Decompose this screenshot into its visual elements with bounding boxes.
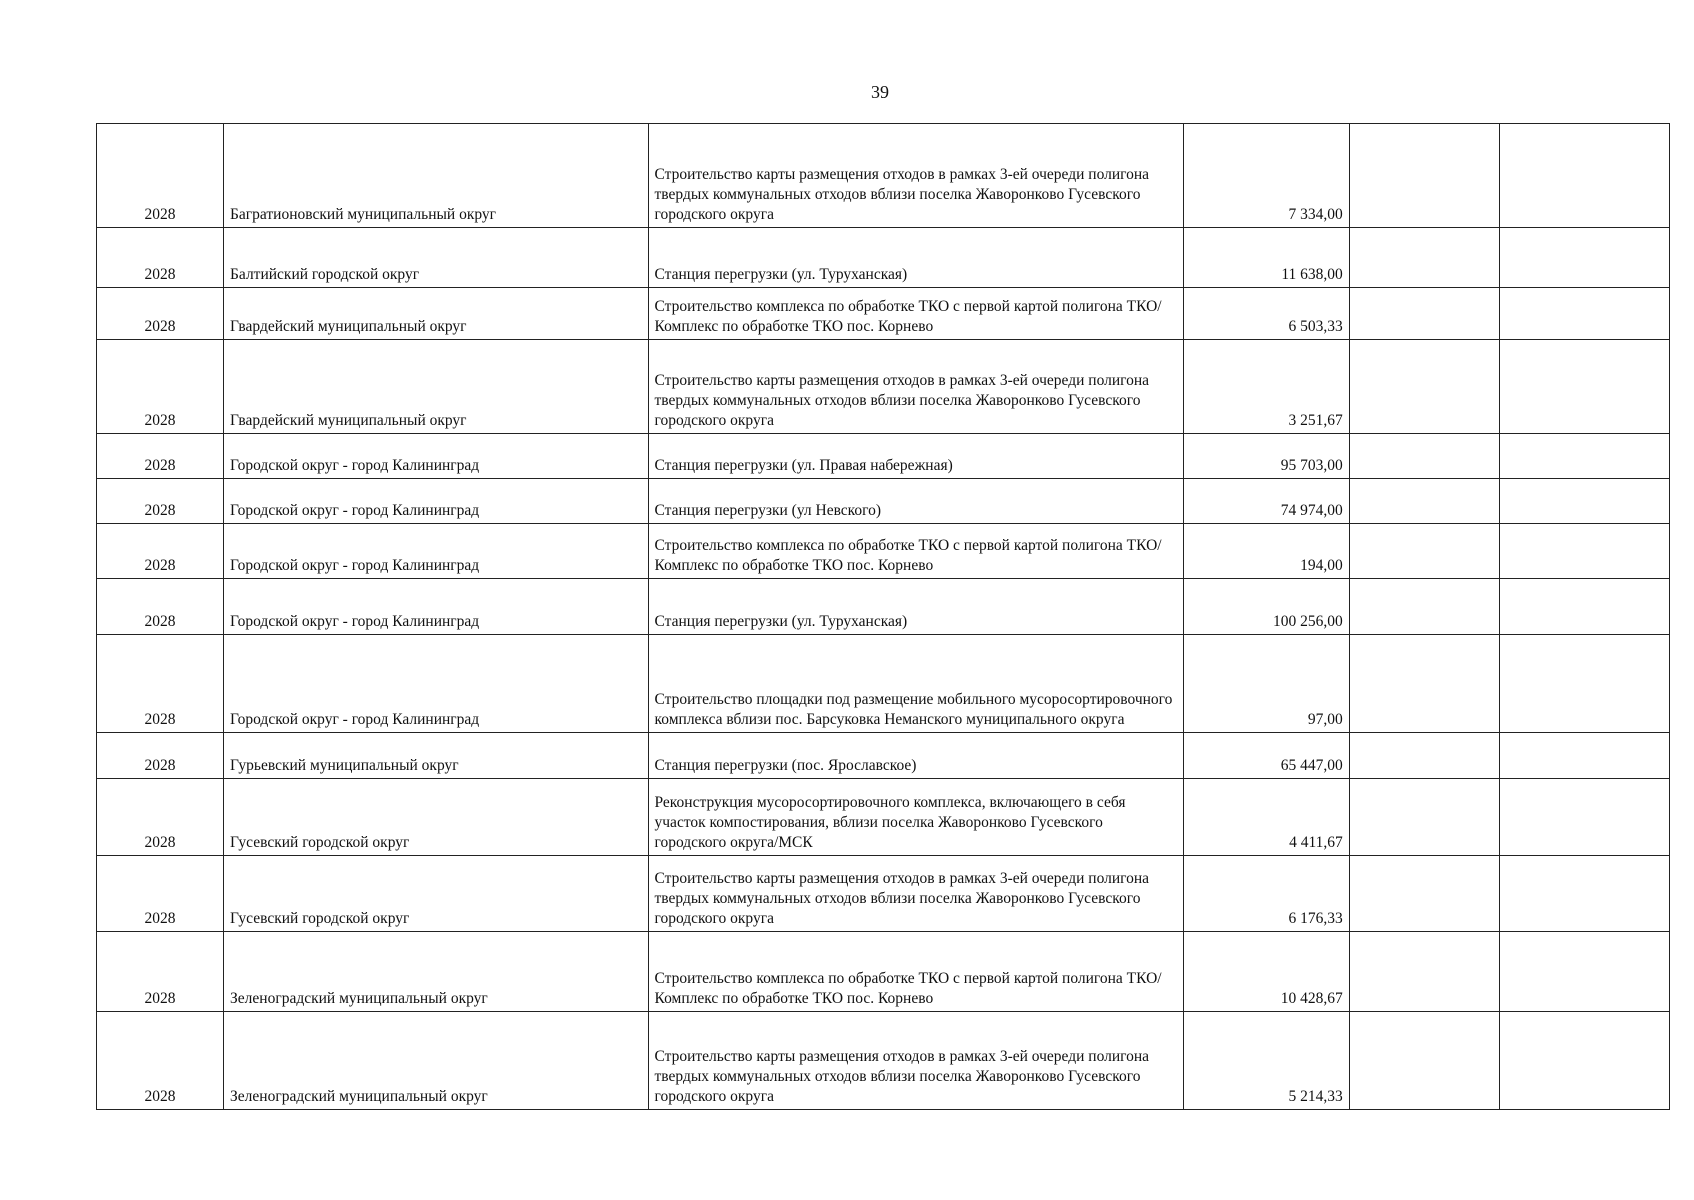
amount-cell: 6 503,33 <box>1183 288 1349 340</box>
empty-cell <box>1499 932 1669 1012</box>
empty-cell <box>1499 288 1669 340</box>
data-table <box>96 123 1670 1110</box>
year-cell: 2028 <box>97 124 224 228</box>
empty-cell <box>1349 479 1499 524</box>
municipality-cell: Зеленоградский муниципальный округ <box>224 1012 648 1110</box>
municipality-cell: Гусевский городской округ <box>224 779 648 856</box>
municipality-cell: Городской округ - город Калининград <box>224 479 648 524</box>
table-row <box>97 733 1670 779</box>
empty-cell <box>1349 733 1499 779</box>
empty-cell <box>1349 434 1499 479</box>
year-cell: 2028 <box>97 932 224 1012</box>
year-cell: 2028 <box>97 635 224 733</box>
empty-cell <box>1349 124 1499 228</box>
year-cell: 2028 <box>97 524 224 579</box>
empty-cell <box>1499 124 1669 228</box>
empty-cell <box>1349 635 1499 733</box>
empty-cell <box>1499 635 1669 733</box>
empty-cell <box>1349 1012 1499 1110</box>
year-cell: 2028 <box>97 1012 224 1110</box>
year-cell: 2028 <box>97 579 224 635</box>
table-row <box>97 779 1670 856</box>
object-cell: Станция перегрузки (ул. Туруханская) <box>648 579 1183 635</box>
amount-cell: 74 974,00 <box>1183 479 1349 524</box>
empty-cell <box>1349 340 1499 434</box>
municipality-cell: Гурьевский муниципальный округ <box>224 733 648 779</box>
object-cell: Строительство карты размещения отходов в рамках 3-ей очереди полигона твердых коммунальных отходов вблизи поселка Жаворонково Гусевского городского округа <box>648 856 1183 932</box>
object-cell: Строительство карты размещения отходов в рамках 3-ей очереди полигона твердых коммунальных отходов вблизи поселка Жаворонково Гусевского городского округа <box>648 124 1183 228</box>
table-row <box>97 434 1670 479</box>
object-cell: Строительство карты размещения отходов в рамках 3-ей очереди полигона твердых коммунальных отходов вблизи поселка Жаворонково Гусевского городского округа <box>648 340 1183 434</box>
empty-cell <box>1499 779 1669 856</box>
empty-cell <box>1349 779 1499 856</box>
table-row <box>97 340 1670 434</box>
table-row <box>97 856 1670 932</box>
year-cell: 2028 <box>97 733 224 779</box>
amount-cell: 65 447,00 <box>1183 733 1349 779</box>
table-row <box>97 479 1670 524</box>
table-row <box>97 524 1670 579</box>
empty-cell <box>1499 340 1669 434</box>
year-cell: 2028 <box>97 779 224 856</box>
amount-cell: 7 334,00 <box>1183 124 1349 228</box>
table-row <box>97 579 1670 635</box>
empty-cell <box>1499 228 1669 288</box>
amount-cell: 95 703,00 <box>1183 434 1349 479</box>
object-cell: Строительство комплекса по обработке ТКО с первой картой полигона ТКО/Комплекс по обработке ТКО пос. Корнево <box>648 524 1183 579</box>
empty-cell <box>1499 856 1669 932</box>
object-cell: Станция перегрузки (ул Невского) <box>648 479 1183 524</box>
year-cell: 2028 <box>97 856 224 932</box>
year-cell: 2028 <box>97 288 224 340</box>
empty-cell <box>1349 579 1499 635</box>
municipality-cell: Зеленоградский муниципальный округ <box>224 932 648 1012</box>
page-number: 39 <box>871 82 889 102</box>
municipality-cell: Городской округ - город Калининград <box>224 635 648 733</box>
table-row <box>97 228 1670 288</box>
object-cell: Станция перегрузки (ул. Туруханская) <box>648 228 1183 288</box>
amount-cell: 6 176,33 <box>1183 856 1349 932</box>
empty-cell <box>1499 579 1669 635</box>
table-row <box>97 635 1670 733</box>
amount-cell: 10 428,67 <box>1183 932 1349 1012</box>
amount-cell: 5 214,33 <box>1183 1012 1349 1110</box>
year-cell: 2028 <box>97 228 224 288</box>
empty-cell <box>1349 288 1499 340</box>
object-cell: Строительство комплекса по обработке ТКО с первой картой полигона ТКО/Комплекс по обработке ТКО пос. Корнево <box>648 288 1183 340</box>
empty-cell <box>1499 434 1669 479</box>
empty-cell <box>1349 932 1499 1012</box>
municipality-cell: Балтийский городской округ <box>224 228 648 288</box>
amount-cell: 100 256,00 <box>1183 579 1349 635</box>
table-row <box>97 124 1670 228</box>
empty-cell <box>1499 733 1669 779</box>
municipality-cell: Гвардейский муниципальный округ <box>224 288 648 340</box>
table-row <box>97 288 1670 340</box>
object-cell: Станция перегрузки (пос. Ярославское) <box>648 733 1183 779</box>
empty-cell <box>1499 524 1669 579</box>
year-cell: 2028 <box>97 479 224 524</box>
table-row <box>97 932 1670 1012</box>
empty-cell <box>1349 856 1499 932</box>
municipality-cell: Гвардейский муниципальный округ <box>224 340 648 434</box>
empty-cell <box>1499 1012 1669 1110</box>
municipality-cell: Городской округ - город Калининград <box>224 579 648 635</box>
amount-cell: 194,00 <box>1183 524 1349 579</box>
amount-cell: 11 638,00 <box>1183 228 1349 288</box>
amount-cell: 4 411,67 <box>1183 779 1349 856</box>
object-cell: Реконструкция мусоросортировочного комплекса, включающего в себя участок компостирования, вблизи поселка Жаворонково Гусевского городского округа/МСК <box>648 779 1183 856</box>
amount-cell: 3 251,67 <box>1183 340 1349 434</box>
table-row <box>97 1012 1670 1110</box>
empty-cell <box>1349 524 1499 579</box>
object-cell: Строительство карты размещения отходов в рамках 3-ей очереди полигона твердых коммунальных отходов вблизи поселка Жаворонково Гусевского городского округа <box>648 1012 1183 1110</box>
municipality-cell: Городской округ - город Калининград <box>224 434 648 479</box>
empty-cell <box>1349 228 1499 288</box>
object-cell: Строительство площадки под размещение мобильного мусоросортировочного комплекса вблизи пос. Барсуковка Неманского муниципального округа <box>648 635 1183 733</box>
municipality-cell: Городской округ - город Калининград <box>224 524 648 579</box>
year-cell: 2028 <box>97 340 224 434</box>
object-cell: Строительство комплекса по обработке ТКО с первой картой полигона ТКО/Комплекс по обработке ТКО пос. Корнево <box>648 932 1183 1012</box>
municipality-cell: Багратионовский муниципальный округ <box>224 124 648 228</box>
empty-cell <box>1499 479 1669 524</box>
municipality-cell: Гусевский городской округ <box>224 856 648 932</box>
year-cell: 2028 <box>97 434 224 479</box>
object-cell: Станция перегрузки (ул. Правая набережная) <box>648 434 1183 479</box>
amount-cell: 97,00 <box>1183 635 1349 733</box>
